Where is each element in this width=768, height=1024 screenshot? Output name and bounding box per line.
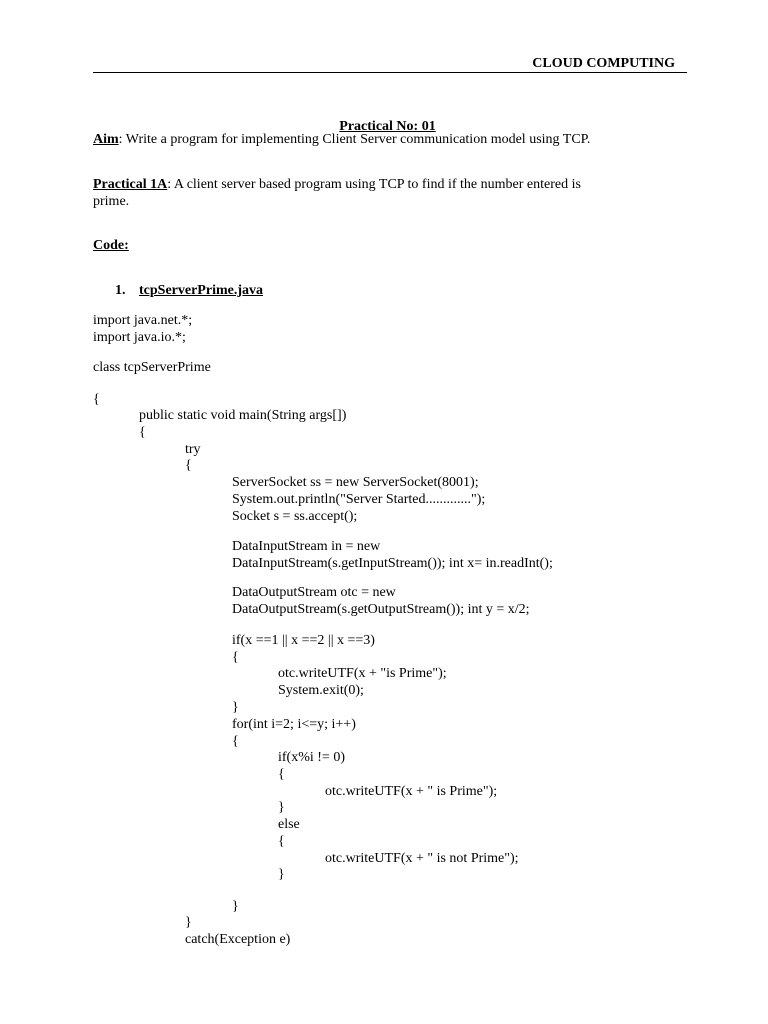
code-line: for(int i=2; i<=y; i++) bbox=[232, 717, 356, 732]
code-line: catch(Exception e) bbox=[185, 932, 291, 947]
code-line: if(x ==1 || x ==2 || x ==3) bbox=[232, 633, 375, 648]
code-line: otc.writeUTF(x + " is Prime"); bbox=[325, 784, 498, 799]
aim-label: Aim bbox=[93, 132, 119, 147]
code-line: } bbox=[232, 700, 239, 715]
code-line: else bbox=[278, 817, 300, 832]
code-line: { bbox=[232, 734, 239, 749]
code-line: { bbox=[139, 425, 146, 440]
code-line: DataOutputStream otc = new bbox=[232, 585, 396, 600]
file-name: tcpServerPrime.java bbox=[139, 283, 263, 298]
header-title: CLOUD COMPUTING bbox=[532, 56, 675, 71]
code-line: class tcpServerPrime bbox=[93, 360, 211, 375]
aim-text: : Write a program for implementing Client Server communication model using TCP. bbox=[118, 132, 591, 147]
code-line: DataInputStream in = new bbox=[232, 539, 381, 554]
practical-1a-text-line1: : A client server based program using TCP to find if the number entered is bbox=[167, 177, 581, 192]
practical-1a-label: Practical 1A bbox=[93, 177, 168, 192]
code-line: { bbox=[278, 834, 285, 849]
code-line: { bbox=[185, 458, 192, 473]
code-line: otc.writeUTF(x + " is not Prime"); bbox=[325, 851, 519, 866]
practical-1a-text-line2: prime. bbox=[93, 194, 130, 209]
code-line: public static void main(String args[]) bbox=[139, 408, 347, 423]
code-line: try bbox=[185, 442, 201, 457]
code-line: DataInputStream(s.getInputStream()); int x= in.readInt(); bbox=[232, 556, 553, 571]
code-line: { bbox=[93, 392, 100, 407]
code-label: Code: bbox=[93, 238, 129, 253]
code-line: if(x%i != 0) bbox=[278, 750, 345, 765]
page-header bbox=[93, 55, 687, 73]
code-line: Socket s = ss.accept(); bbox=[232, 509, 358, 524]
code-line: } bbox=[278, 800, 285, 815]
practical-number-text: Practical No: 01 bbox=[339, 119, 436, 134]
aim-line bbox=[93, 131, 590, 148]
code-line: import java.io.*; bbox=[93, 330, 186, 345]
code-line: { bbox=[278, 767, 285, 782]
code-line: import java.net.*; bbox=[93, 313, 193, 328]
practical-number-heading bbox=[0, 101, 768, 135]
code-line: otc.writeUTF(x + "is Prime"); bbox=[278, 666, 447, 681]
code-line: System.exit(0); bbox=[278, 683, 364, 698]
code-line: } bbox=[232, 899, 239, 914]
code-line: DataOutputStream(s.getOutputStream()); int y = x/2; bbox=[232, 602, 530, 617]
code-line: System.out.println("Server Started............."); bbox=[232, 492, 486, 507]
code-line: } bbox=[278, 867, 285, 882]
code-line: } bbox=[185, 915, 192, 930]
practical-1a-line bbox=[93, 176, 581, 193]
code-line: { bbox=[232, 650, 239, 665]
code-line: ServerSocket ss = new ServerSocket(8001); bbox=[232, 475, 479, 490]
file-number: 1. bbox=[115, 283, 126, 298]
